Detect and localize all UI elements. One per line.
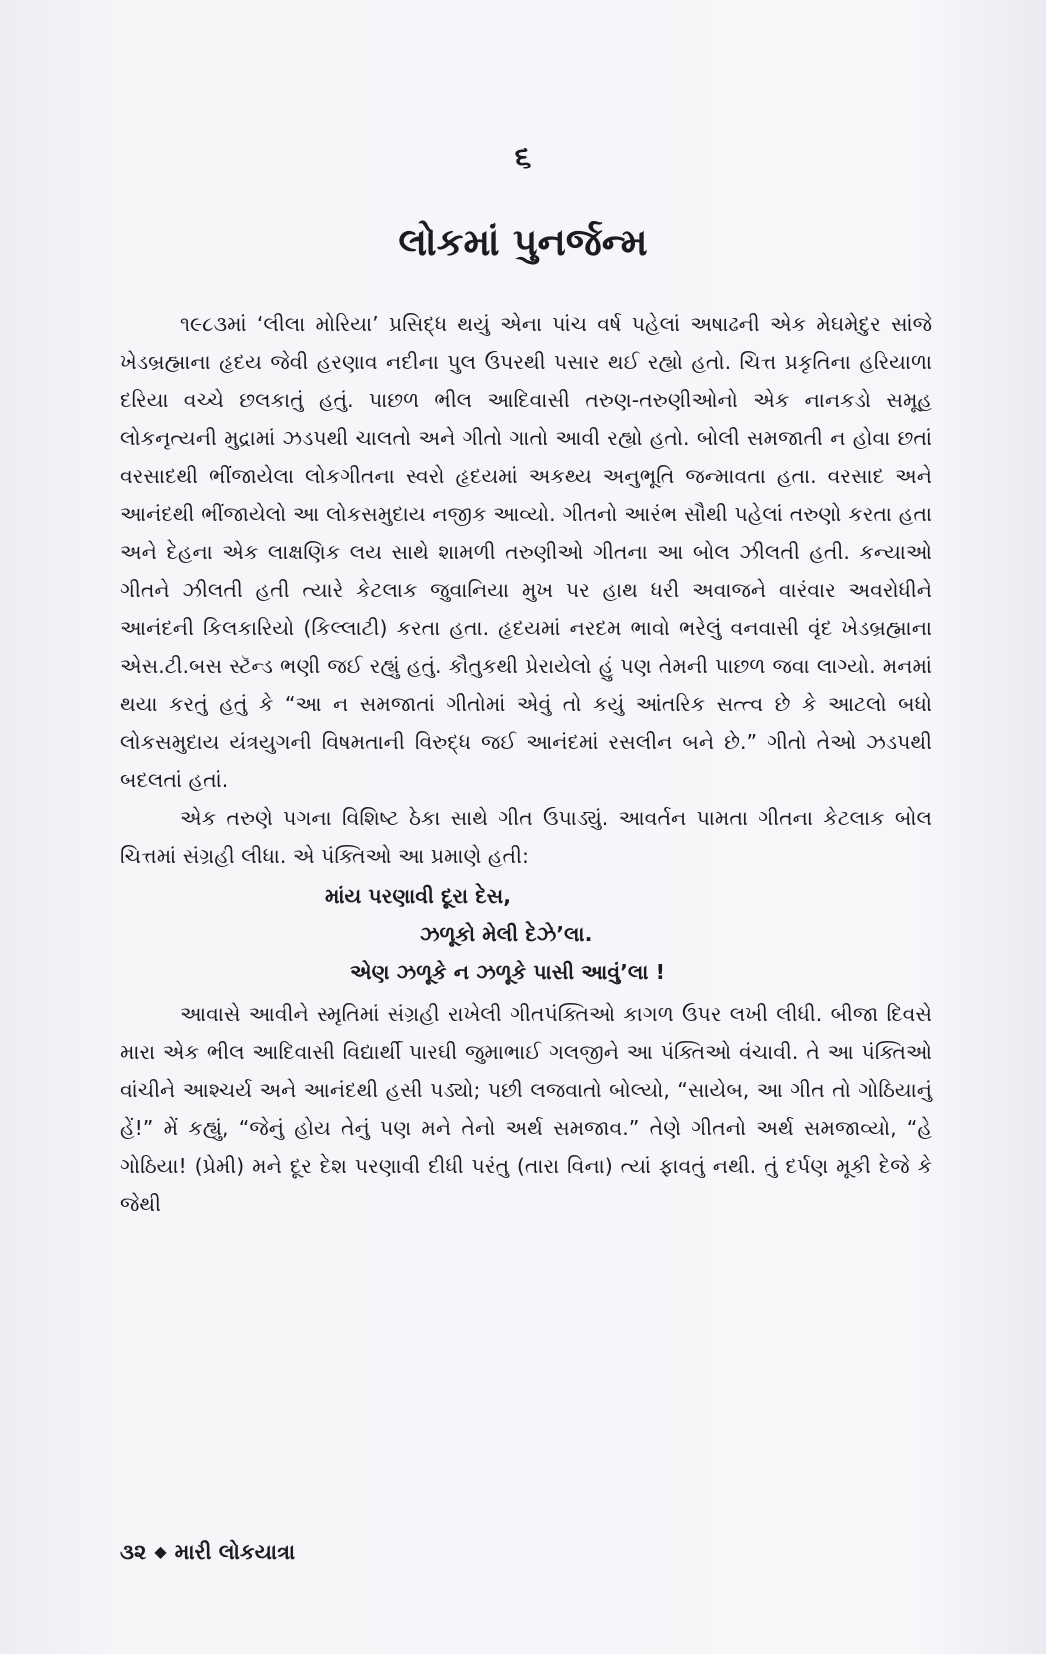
diamond-icon: ◆ — [154, 1542, 167, 1561]
verse-line-1: માંય પરણાવી દૂરા દેસ, — [325, 884, 512, 908]
book-title: મારી લોકયાત્રા — [174, 1540, 296, 1564]
body-text — [120, 305, 932, 1223]
chapter-title: લોકમાં પુનર્જન્મ — [398, 220, 648, 264]
verse-line-3: એણ ઝળૂકે ન ઝળૂકે પાસી આવું’લા ! — [350, 960, 665, 984]
paragraph-1: ૧૯૮૩માં ‘લીલા મોરિયા’ પ્રસિદ્ધ થયું એના પાંચ વર્ષ પહેલાં અષાઢની એક મેઘમેદુર સાંજે ખેડબ્રહ્માના હૃદય જેવી હરણાવ નદીના પુલ ઉપરથી પસાર થઈ રહ્યો હતો. ચિત્ત પ્રકૃતિના હરિયાળા દરિયા વચ્ચે છલકાતું હતું. પાછળ ભીલ આદિવાસી તરુણ-તરુણીઓનો એક નાનકડો સમૂહ લોકનૃત્યની મુદ્રામાં ઝડપથી ચાલતો અને ગીતો ગાતો આવી રહ્યો હતો. બોલી સમજાતી ન હોવા છતાં વરસાદથી ભીંજાયેલા લોકગીતના સ્વરો હૃદયમાં અકથ્ય અનુભૂતિ જન્માવતા હતા. વરસાદ અને આનંદથી ભીંજાયેલો આ લોકસમુદાય નજીક આવ્યો. ગીતનો આરંભ સૌથી પહેલાં તરુણો કરતા હતા અને દેહના એક લાક્ષણિક લય સાથે શામળી તરુણીઓ ગીતના આ બોલ ઝીલતી હતી. કન્યાઓ ગીતને ઝીલતી હતી ત્યારે કેટલાક જુવાનિયા મુખ પર હાથ ધરી અવાજને વારંવાર અવરોધીને આનંદની કિલકારિયો (કિલ્લાટી) કરતા હતા. હૃદયમાં નરદમ ભાવો ભરેલું વનવાસી વૃંદ ખેડબ્રહ્માના એસ.ટી.બસ સ્ટૅન્ડ ભણી જઈ રહ્યું હતું. કૌતુકથી પ્રેરાયેલો હું પણ તેમની પાછળ જવા લાગ્યો. મનમાં થયા કરતું હતું કે “આ ન સમજાતાં ગીતોમાં એવું તો કયું આંતરિક સત્ત્વ છે કે આટલો બધો લોકસમુદાય યંત્રયુગની વિષમતાની વિરુદ્ધ જઈ આનંદમાં રસલીન બને છે.” ગીતો તેઓ ઝડપથી બદલતાં હતાં. — [120, 312, 932, 792]
paragraph-2: એક તરુણે પગના વિશિષ્ટ ઠેકા સાથે ગીત ઉપાડ્યું. આવર્તન પામતા ગીતના કેટલાક બોલ ચિત્તમાં સંગ્રહી લીધા. એ પંક્તિઓ આ પ્રમાણે હતી: — [120, 806, 932, 868]
paragraph-3: આવાસે આવીને સ્મૃતિમાં સંગ્રહી રાખેલી ગીતપંક્તિઓ કાગળ ઉપર લખી લીધી. બીજા દિવસે મારા એક ભીલ આદિવાસી વિદ્યાર્થી પારઘી જુમાભાઈ ગલજીને આ પંક્તિઓ વંચાવી. તે આ પંક્તિઓ વાંચીને આશ્ચર્ય અને આનંદથી હસી પડ્યો; પછી લજવાતો બોલ્યો, “સાયેબ, આ ગીત તો ગોઠિયાનું હેં!” મેં કહ્યું, “જેનું હોય તેનું પણ મને તેનો અર્થ સમજાવ.” તેણે ગીતનો અર્થ સમજાવ્યો, “હે ગોઠિયા! (પ્રેમી) મને દૂર દેશ પરણાવી દીધી પરંતુ (તારા વિના) ત્યાં ફાવતું નથી. તું દર્પણ મૂકી દેજે કે જેથી — [120, 1002, 932, 1216]
verse-line-2: ઝળૂકો મેલી દેઝે’લા. — [420, 922, 593, 946]
page-footer — [120, 1540, 295, 1565]
page-number: ૩૨ — [120, 1540, 147, 1564]
chapter-number: ૬ — [514, 140, 532, 175]
song-verse — [120, 877, 932, 991]
